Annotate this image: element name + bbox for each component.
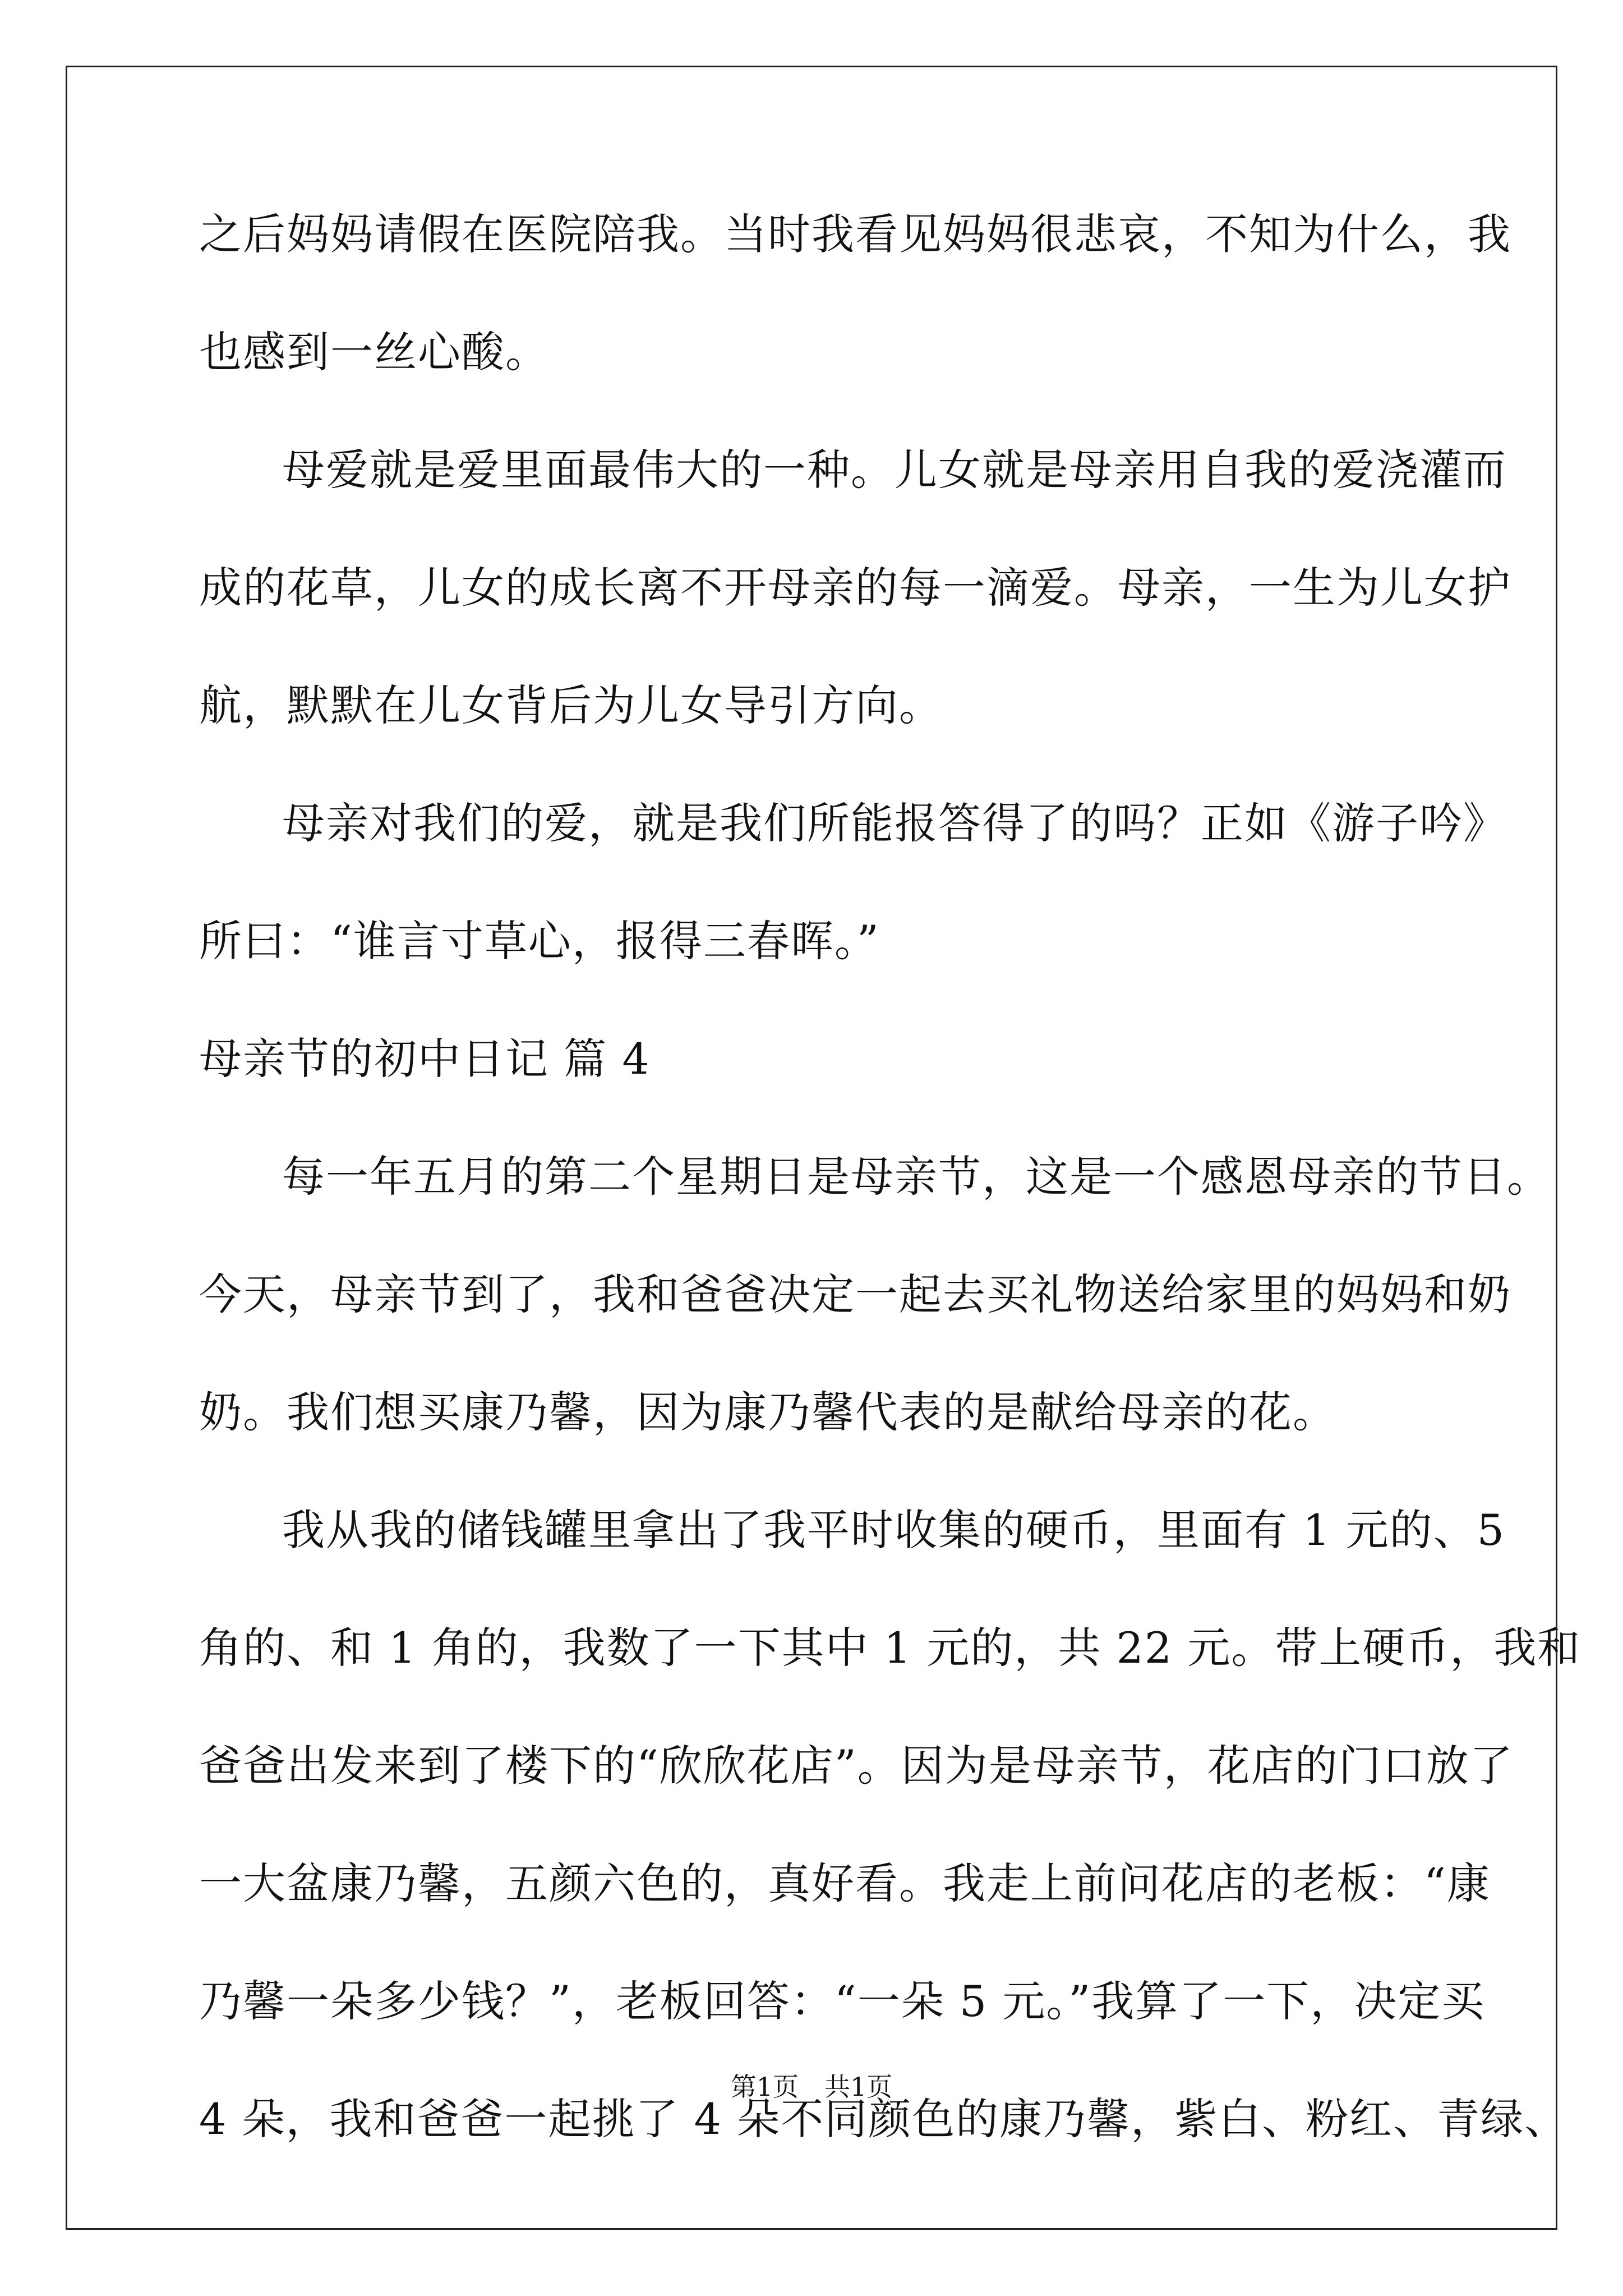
document-body [199,202,1581,2205]
text-line-8: 每一年五月的第二个星期日是母亲节，这是一个感恩母亲的节日。 [282,1152,1551,1202]
page-footer: 第1页 共1页 [730,2072,893,2102]
text-line-14: 一大盆康乃馨，五颜六色的，真好看。我走上前问花店的老板：“康 [199,1858,1491,1908]
section-heading: 母亲节的初中日记 篇 4 [199,1034,651,1084]
text-line-1: 之后妈妈请假在医院陪我。当时我看见妈妈很悲哀，不知为什么，我 [199,209,1511,259]
text-line-6: 母亲对我们的爱，就是我们所能报答得了的吗？正如《游子吟》 [282,798,1507,848]
text-line-4: 成的花草，儿女的成长离不开母亲的每一滴爱。母亲，一生为儿女护 [199,563,1511,613]
text-line-13: 爸爸出发来到了楼下的“欣欣花店”。因为是母亲节，花店的门口放了 [199,1741,1514,1791]
text-line-2: 也感到一丝心酸。 [199,327,549,377]
text-line-15: 乃馨一朵多少钱？”，老板回答：“一朵 5 元。”我算了一下，决定买 [199,1976,1486,2026]
text-line-3: 母爱就是爱里面最伟大的一种。儿女就是母亲用自我的爱浇灌而 [282,445,1507,495]
text-line-12: 角的、和 1 角的，我数了一下其中 1 元的，共 22 元。带上硬币，我和 [199,1623,1581,1673]
text-line-10: 奶。我们想买康乃馨，因为康乃馨代表的是献给母亲的花。 [199,1387,1336,1437]
text-line-11: 我从我的储钱罐里拿出了我平时收集的硬币，里面有 1 元的、5 [282,1505,1506,1555]
text-line-5: 航，默默在儿女背后为儿女导引方向。 [199,680,943,730]
text-line-16: 4 朵，我和爸爸一起挑了 4 朵不同颜色的康乃馨，紫白、粉红、青绿、 [199,2094,1569,2144]
text-line-9: 今天，母亲节到了，我和爸爸决定一起去买礼物送给家里的妈妈和奶 [199,1269,1511,1319]
text-line-7: 所曰：“谁言寸草心，报得三春晖。” [199,916,880,966]
